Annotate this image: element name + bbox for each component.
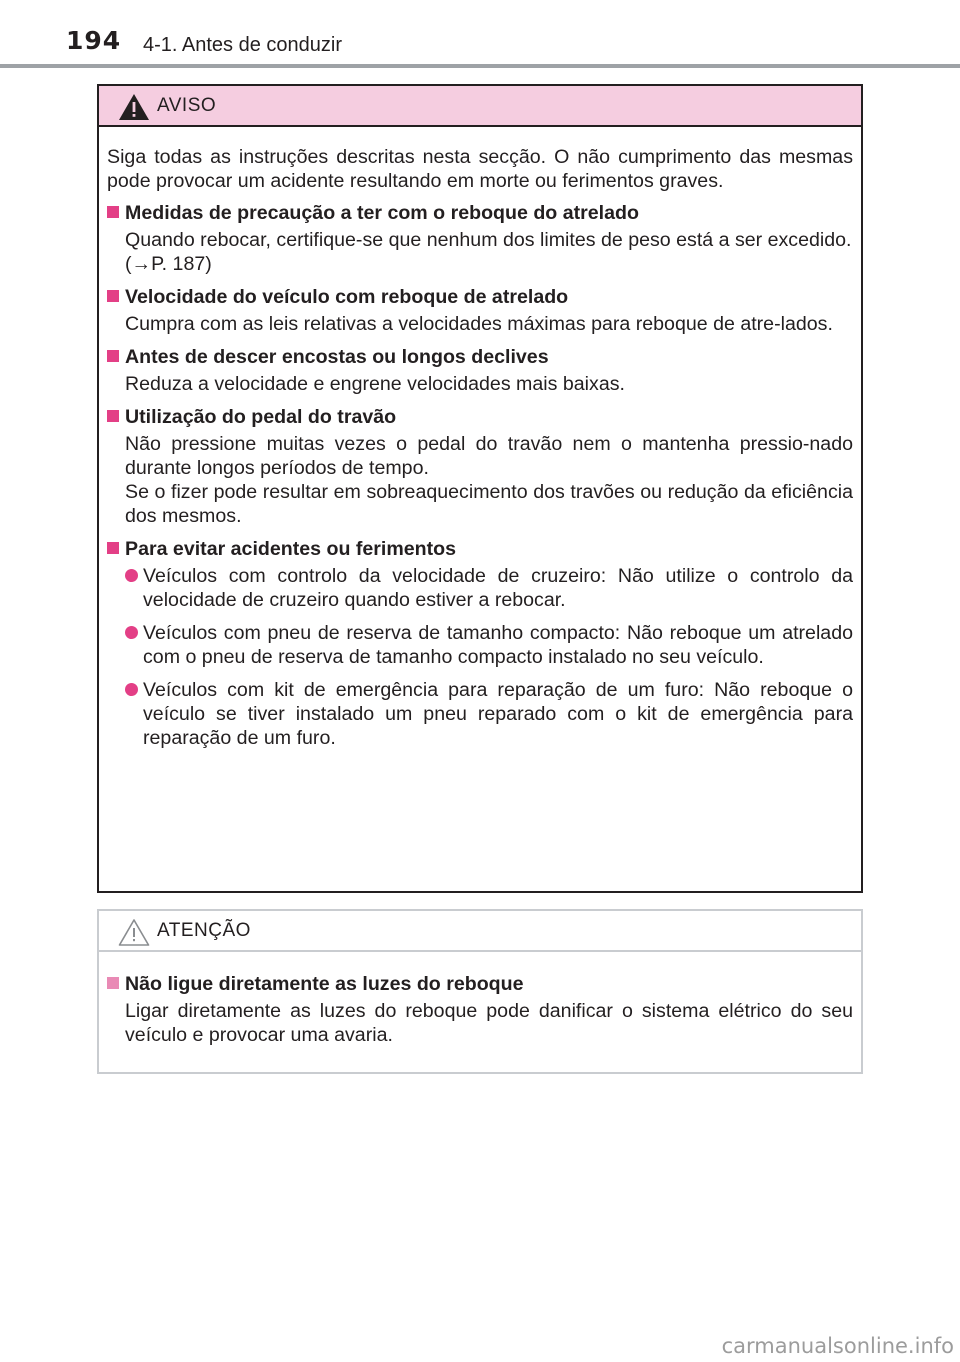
warning-item bbox=[107, 201, 853, 276]
list-item: Veículos com kit de emergência para reparação de um furo: Não reboque o veículo se tiver instalado um pneu reparado com o kit de emergência para reparação de um furo. bbox=[107, 678, 853, 750]
item-title: Utilização do pedal do travão bbox=[125, 406, 397, 428]
warning-item bbox=[107, 345, 853, 396]
item-text: Ligar diretamente as luzes do reboque pode danificar o sistema elétrico do seu veículo e provocar uma avaria. bbox=[125, 1000, 853, 1046]
square-bullet-icon bbox=[107, 977, 119, 989]
caution-triangle-icon bbox=[117, 917, 151, 947]
round-bullet-icon bbox=[125, 683, 138, 696]
notice-label: ATENÇÃO bbox=[157, 920, 251, 941]
section-title: 4-1. Antes de conduzir bbox=[143, 34, 343, 56]
warning-box bbox=[97, 84, 863, 893]
item-title: Velocidade do veículo com reboque de atrelado bbox=[125, 286, 569, 308]
warning-item bbox=[107, 285, 853, 336]
square-bullet-icon bbox=[107, 206, 119, 218]
watermark: carmanualsonline.info bbox=[721, 1334, 954, 1358]
warning-header bbox=[99, 86, 861, 127]
item-text: Quando rebocar, certifique-se que nenhum dos limites de peso está a ser excedido. bbox=[125, 229, 852, 251]
item-text: Reduza a velocidade e engrene velocidades mais baixas. bbox=[125, 373, 625, 395]
list-item: Veículos com pneu de reserva de tamanho compacto: Não reboque um atrelado com o pneu de reserva de tamanho compacto instalado no seu veículo. bbox=[107, 621, 853, 669]
warning-body bbox=[99, 127, 861, 750]
page-number: 194 bbox=[66, 26, 122, 55]
notice-box bbox=[97, 909, 863, 1074]
square-bullet-icon bbox=[107, 350, 119, 362]
square-bullet-icon bbox=[107, 290, 119, 302]
round-bullet-icon bbox=[125, 569, 138, 582]
item-title: Não ligue diretamente as luzes do reboque bbox=[125, 973, 524, 995]
warning-item bbox=[107, 405, 853, 528]
page-reference: (→P. 187) bbox=[125, 253, 212, 275]
item-title: Para evitar acidentes ou ferimentos bbox=[125, 538, 457, 560]
square-bullet-icon bbox=[107, 542, 119, 554]
item-title: Medidas de precaução a ter com o reboque do atrelado bbox=[125, 202, 639, 224]
notice-item bbox=[107, 972, 853, 1047]
list-item: Veículos com controlo da velocidade de cruzeiro: Não utilize o controlo da velocidade de cruzeiro quando estiver a rebocar. bbox=[107, 564, 853, 612]
item-text: Cumpra com as leis relativas a velocidades máximas para reboque de atre-lados. bbox=[125, 313, 833, 335]
item-title: Antes de descer encostas ou longos declives bbox=[125, 346, 549, 368]
item-text: Não pressione muitas vezes o pedal do travão nem o mantenha pressio-nado durante longos períodos de tempo. bbox=[125, 433, 853, 479]
item-text: Se o fizer pode resultar em sobreaquecimento dos travões ou redução da eficiência dos mesmos. bbox=[125, 481, 853, 527]
round-bullet-icon bbox=[125, 626, 138, 639]
warning-intro: Siga todas as instruções descritas nesta secção. O não cumprimento das mesmas pode provocar um acidente resultando em morte ou ferimentos graves. bbox=[107, 146, 853, 192]
square-bullet-icon bbox=[107, 410, 119, 422]
warning-triangle-icon bbox=[117, 92, 151, 122]
notice-body bbox=[99, 952, 861, 1047]
warning-item bbox=[107, 537, 853, 750]
warning-label: AVISO bbox=[157, 95, 217, 116]
header-rule bbox=[0, 64, 960, 68]
notice-header bbox=[99, 911, 861, 952]
